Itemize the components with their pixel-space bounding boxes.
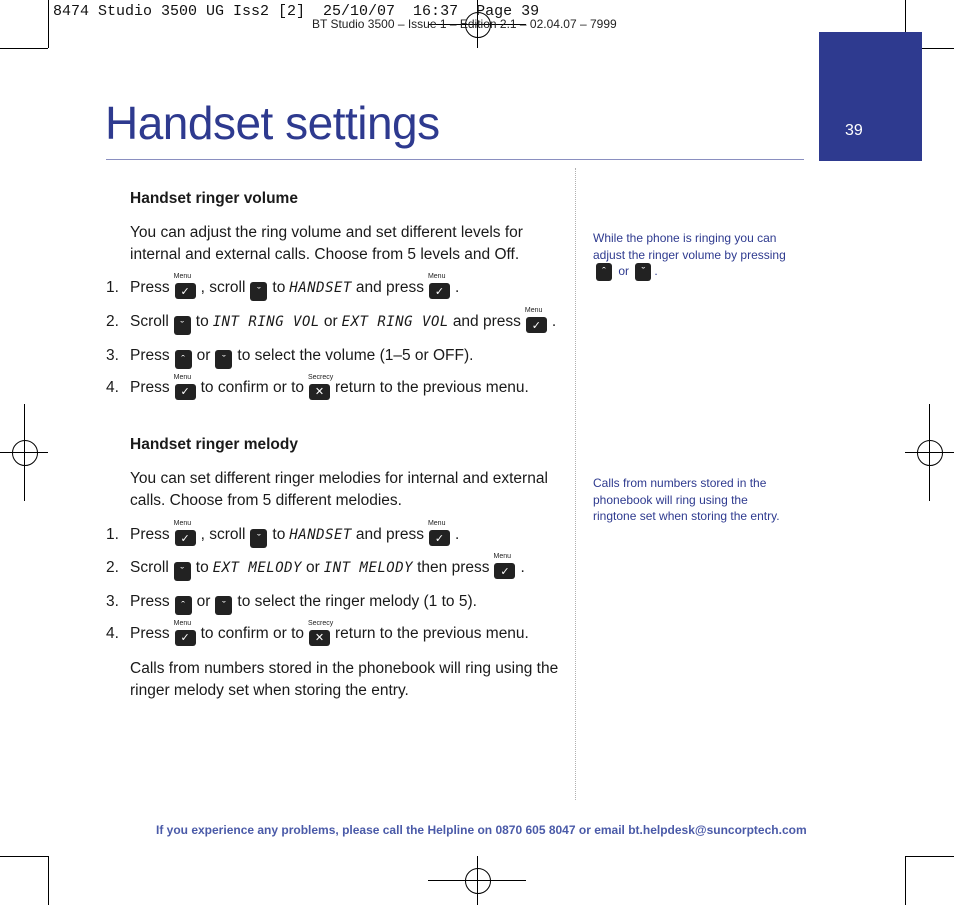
section-heading-ringer-volume: Handset ringer volume — [130, 190, 298, 207]
crop-mark — [48, 0, 49, 48]
crop-mark — [0, 856, 48, 857]
page-tab — [819, 32, 922, 161]
down-key-icon: ˇ — [247, 521, 270, 548]
step-3: 3. Press ˆ or ˇ to select the ringer melody (1 to 5). — [106, 588, 477, 615]
crop-mark — [905, 856, 906, 905]
page-number: 39 — [845, 122, 863, 139]
section-intro: You can set different ringer melodies for internal and external calls. Choose from 5 different melodies. — [130, 470, 548, 509]
down-key-icon: ˇ — [212, 342, 235, 369]
column-divider — [575, 168, 576, 800]
crop-mark — [905, 856, 954, 857]
step-2: 2. Scroll ˇ to INT RING VOL or EXT RING VOL and press Menu ✓ . — [106, 308, 556, 335]
lcd-text: EXT MELODY — [212, 559, 302, 576]
lcd-text: INT MELODY — [323, 559, 414, 576]
section-intro: You can adjust the ring volume and set different levels for internal and external calls. Choose from 5 levels and Off. — [130, 224, 523, 263]
registration-mark — [917, 440, 943, 466]
menu-key-icon: Menu ✓ — [172, 275, 199, 301]
menu-key-icon: Menu ✓ — [172, 375, 199, 401]
registration-mark — [12, 440, 38, 466]
section-heading-ringer-melody: Handset ringer melody — [130, 436, 298, 453]
page-title: Handset settings — [105, 97, 440, 149]
down-key-icon: ˇ — [171, 554, 194, 581]
down-key-icon: ˇ — [171, 308, 194, 335]
sidenote-ringer-melody: Calls from numbers stored in the phonebook will ring using the ringtone set when storing the entry. — [593, 476, 780, 523]
up-key-icon: ˆ — [596, 263, 612, 281]
registration-mark — [465, 868, 491, 894]
step-4: 4. Press Menu ✓ to confirm or to Secrecy ✕ return to the previous menu. — [106, 621, 529, 647]
helpline-footer: If you experience any problems, please call the Helpline on 0870 605 8047 or email bt.helpdesk@suncorptech.com — [156, 823, 807, 837]
edition-line: BT Studio 3500 – Issue 1 – Edition 2.1 – 02.04.07 – 7999 — [312, 17, 617, 31]
section-note: Calls from numbers stored in the phonebook will ring using the ringer melody set when storing the entry. — [130, 660, 559, 699]
title-divider — [106, 159, 804, 160]
sidenote-ringer-volume: While the phone is ringing you can adjust the ringer volume by pressing ˆ or ˇ . — [593, 230, 793, 281]
secrecy-key-icon: Secrecy ✕ — [308, 373, 334, 399]
print-slug: 8474 Studio 3500 UG Iss2 [2] 25/10/07 16:37 Page 39 — [53, 3, 540, 20]
menu-key-icon: Menu ✓ — [172, 522, 199, 548]
lcd-text: HANDSET — [289, 526, 352, 543]
lcd-text: HANDSET — [289, 279, 352, 296]
menu-key-icon: Menu ✓ — [426, 522, 453, 548]
step-1: 1. Press Menu ✓ , scroll ˇ to HANDSET and press Menu ✓ . — [106, 274, 459, 301]
menu-key-icon: Menu ✓ — [523, 309, 550, 335]
up-key-icon: ˆ — [172, 342, 195, 369]
menu-key-icon: Menu ✓ — [172, 621, 199, 647]
down-key-icon: ˇ — [635, 263, 651, 281]
secrecy-key-icon: Secrecy ✕ — [308, 619, 334, 645]
lcd-text: EXT RING VOL — [341, 313, 449, 330]
step-2: 2. Scroll ˇ to EXT MELODY or INT MELODY then press Menu ✓ . — [106, 554, 525, 581]
lcd-text: INT RING VOL — [212, 313, 320, 330]
step-4: 4. Press Menu ✓ to confirm or to Secrecy ✕ return to the previous menu. — [106, 375, 529, 401]
crop-mark — [0, 48, 48, 49]
up-key-icon: ˆ — [172, 588, 195, 615]
down-key-icon: ˇ — [212, 588, 235, 615]
down-key-icon: ˇ — [247, 274, 270, 301]
step-1: 1. Press Menu ✓ , scroll ˇ to HANDSET and press Menu ✓ . — [106, 521, 459, 548]
menu-key-icon: Menu ✓ — [426, 275, 453, 301]
menu-key-icon: Menu ✓ — [491, 555, 518, 581]
step-3: 3. Press ˆ or ˇ to select the volume (1–5 or OFF). — [106, 342, 473, 369]
crop-mark — [48, 856, 49, 905]
